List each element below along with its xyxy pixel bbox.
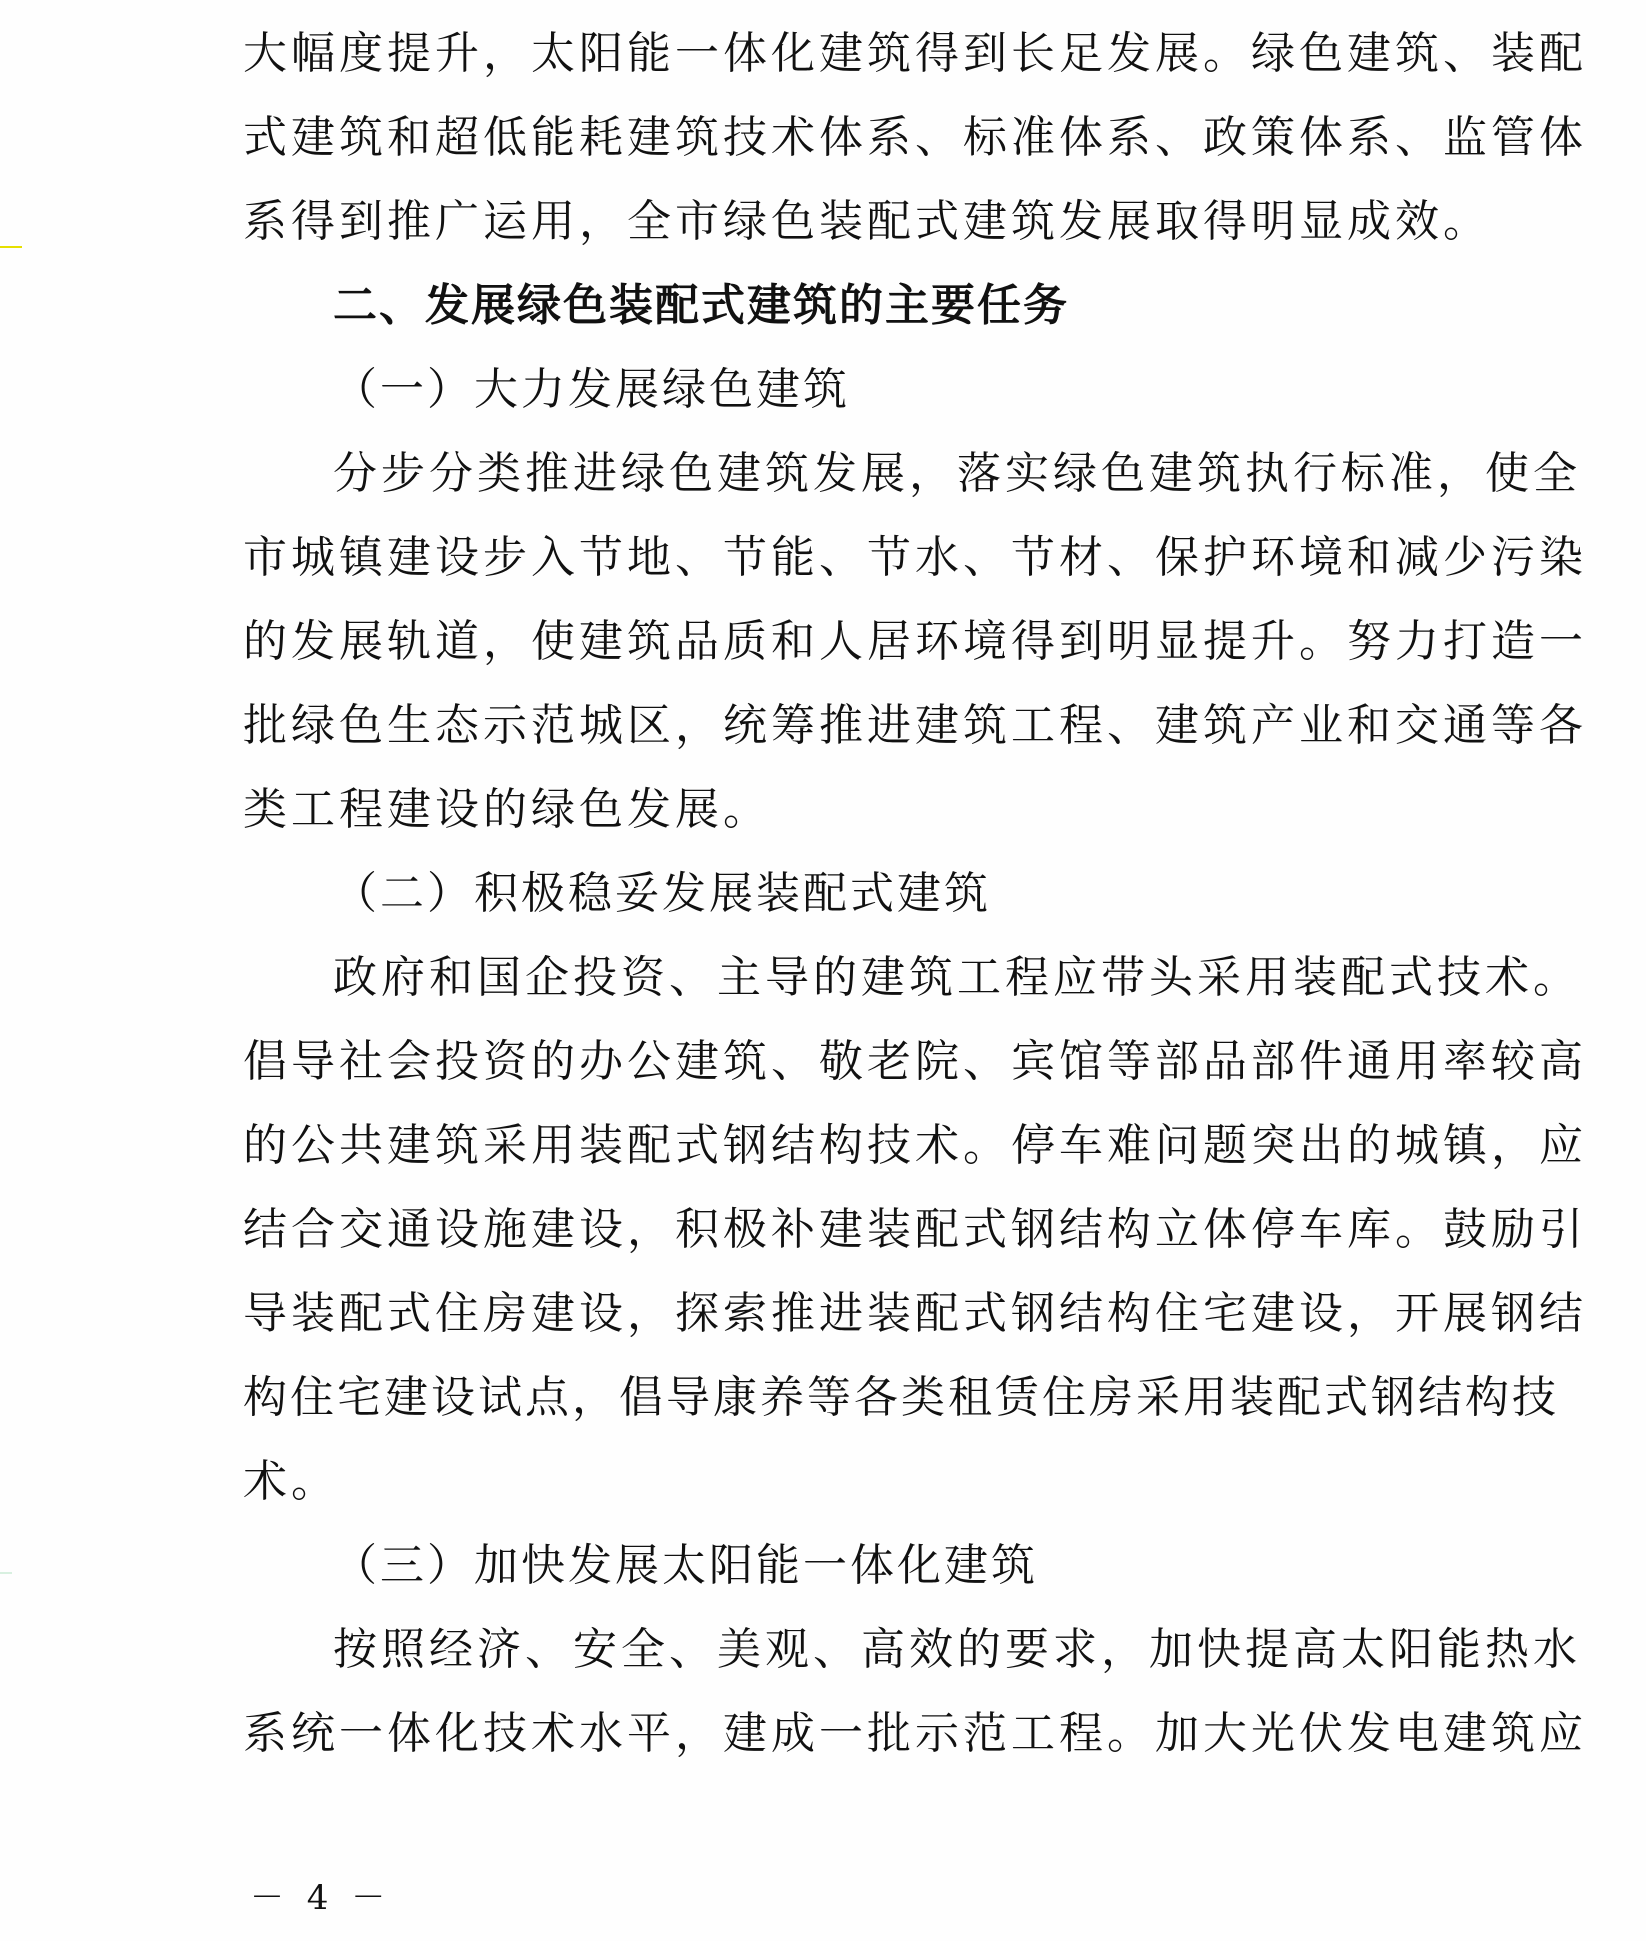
body-line: 构住宅建设试点，倡导康养等各类租赁住房采用装配式钢结构技 (243, 1372, 1559, 1423)
body-line: 系得到推广运用，全市绿色装配式建筑发展取得明显成效。 (243, 196, 1491, 247)
body-line: 按照经济、安全、美观、高效的要求，加快提高太阳能热水 (333, 1624, 1581, 1675)
page-number: － 4 － (250, 1878, 392, 1918)
subsection-heading: （三）加快发展太阳能一体化建筑 (333, 1540, 1038, 1591)
body-line: 导装配式住房建设，探索推进装配式钢结构住宅建设，开展钢结 (243, 1288, 1587, 1339)
body-line: 式建筑和超低能耗建筑技术体系、标准体系、政策体系、监管体 (243, 112, 1587, 163)
subsection-heading: （二）积极稳妥发展装配式建筑 (333, 868, 991, 919)
body-line: 倡导社会投资的办公建筑、敬老院、宾馆等部品部件通用率较高 (243, 1036, 1587, 1087)
scan-mark (0, 1572, 12, 1574)
body-line: 结合交通设施建设，积极补建装配式钢结构立体停车库。鼓励引 (243, 1204, 1587, 1255)
body-line: 系统一体化技术水平，建成一批示范工程。加大光伏发电建筑应 (243, 1708, 1587, 1759)
body-line: 批绿色生态示范城区，统筹推进建筑工程、建筑产业和交通等各 (243, 700, 1587, 751)
body-line: 的发展轨道，使建筑品质和人居环境得到明显提升。努力打造一 (243, 616, 1587, 667)
body-line: 术。 (243, 1456, 339, 1507)
subsection-heading: （一）大力发展绿色建筑 (333, 364, 850, 415)
body-line: 分步分类推进绿色建筑发展，落实绿色建筑执行标准，使全 (333, 448, 1581, 499)
body-line: 大幅度提升，太阳能一体化建筑得到长足发展。绿色建筑、装配 (243, 28, 1587, 79)
section-heading: 二、发展绿色装配式建筑的主要任务 (333, 280, 1069, 331)
body-line: 类工程建设的绿色发展。 (243, 784, 771, 835)
body-line: 的公共建筑采用装配式钢结构技术。停车难问题突出的城镇，应 (243, 1120, 1587, 1171)
body-line: 市城镇建设步入节地、节能、节水、节材、保护环境和减少污染 (243, 532, 1587, 583)
scan-mark (0, 246, 22, 248)
body-line: 政府和国企投资、主导的建筑工程应带头采用装配式技术。 (333, 952, 1581, 1003)
